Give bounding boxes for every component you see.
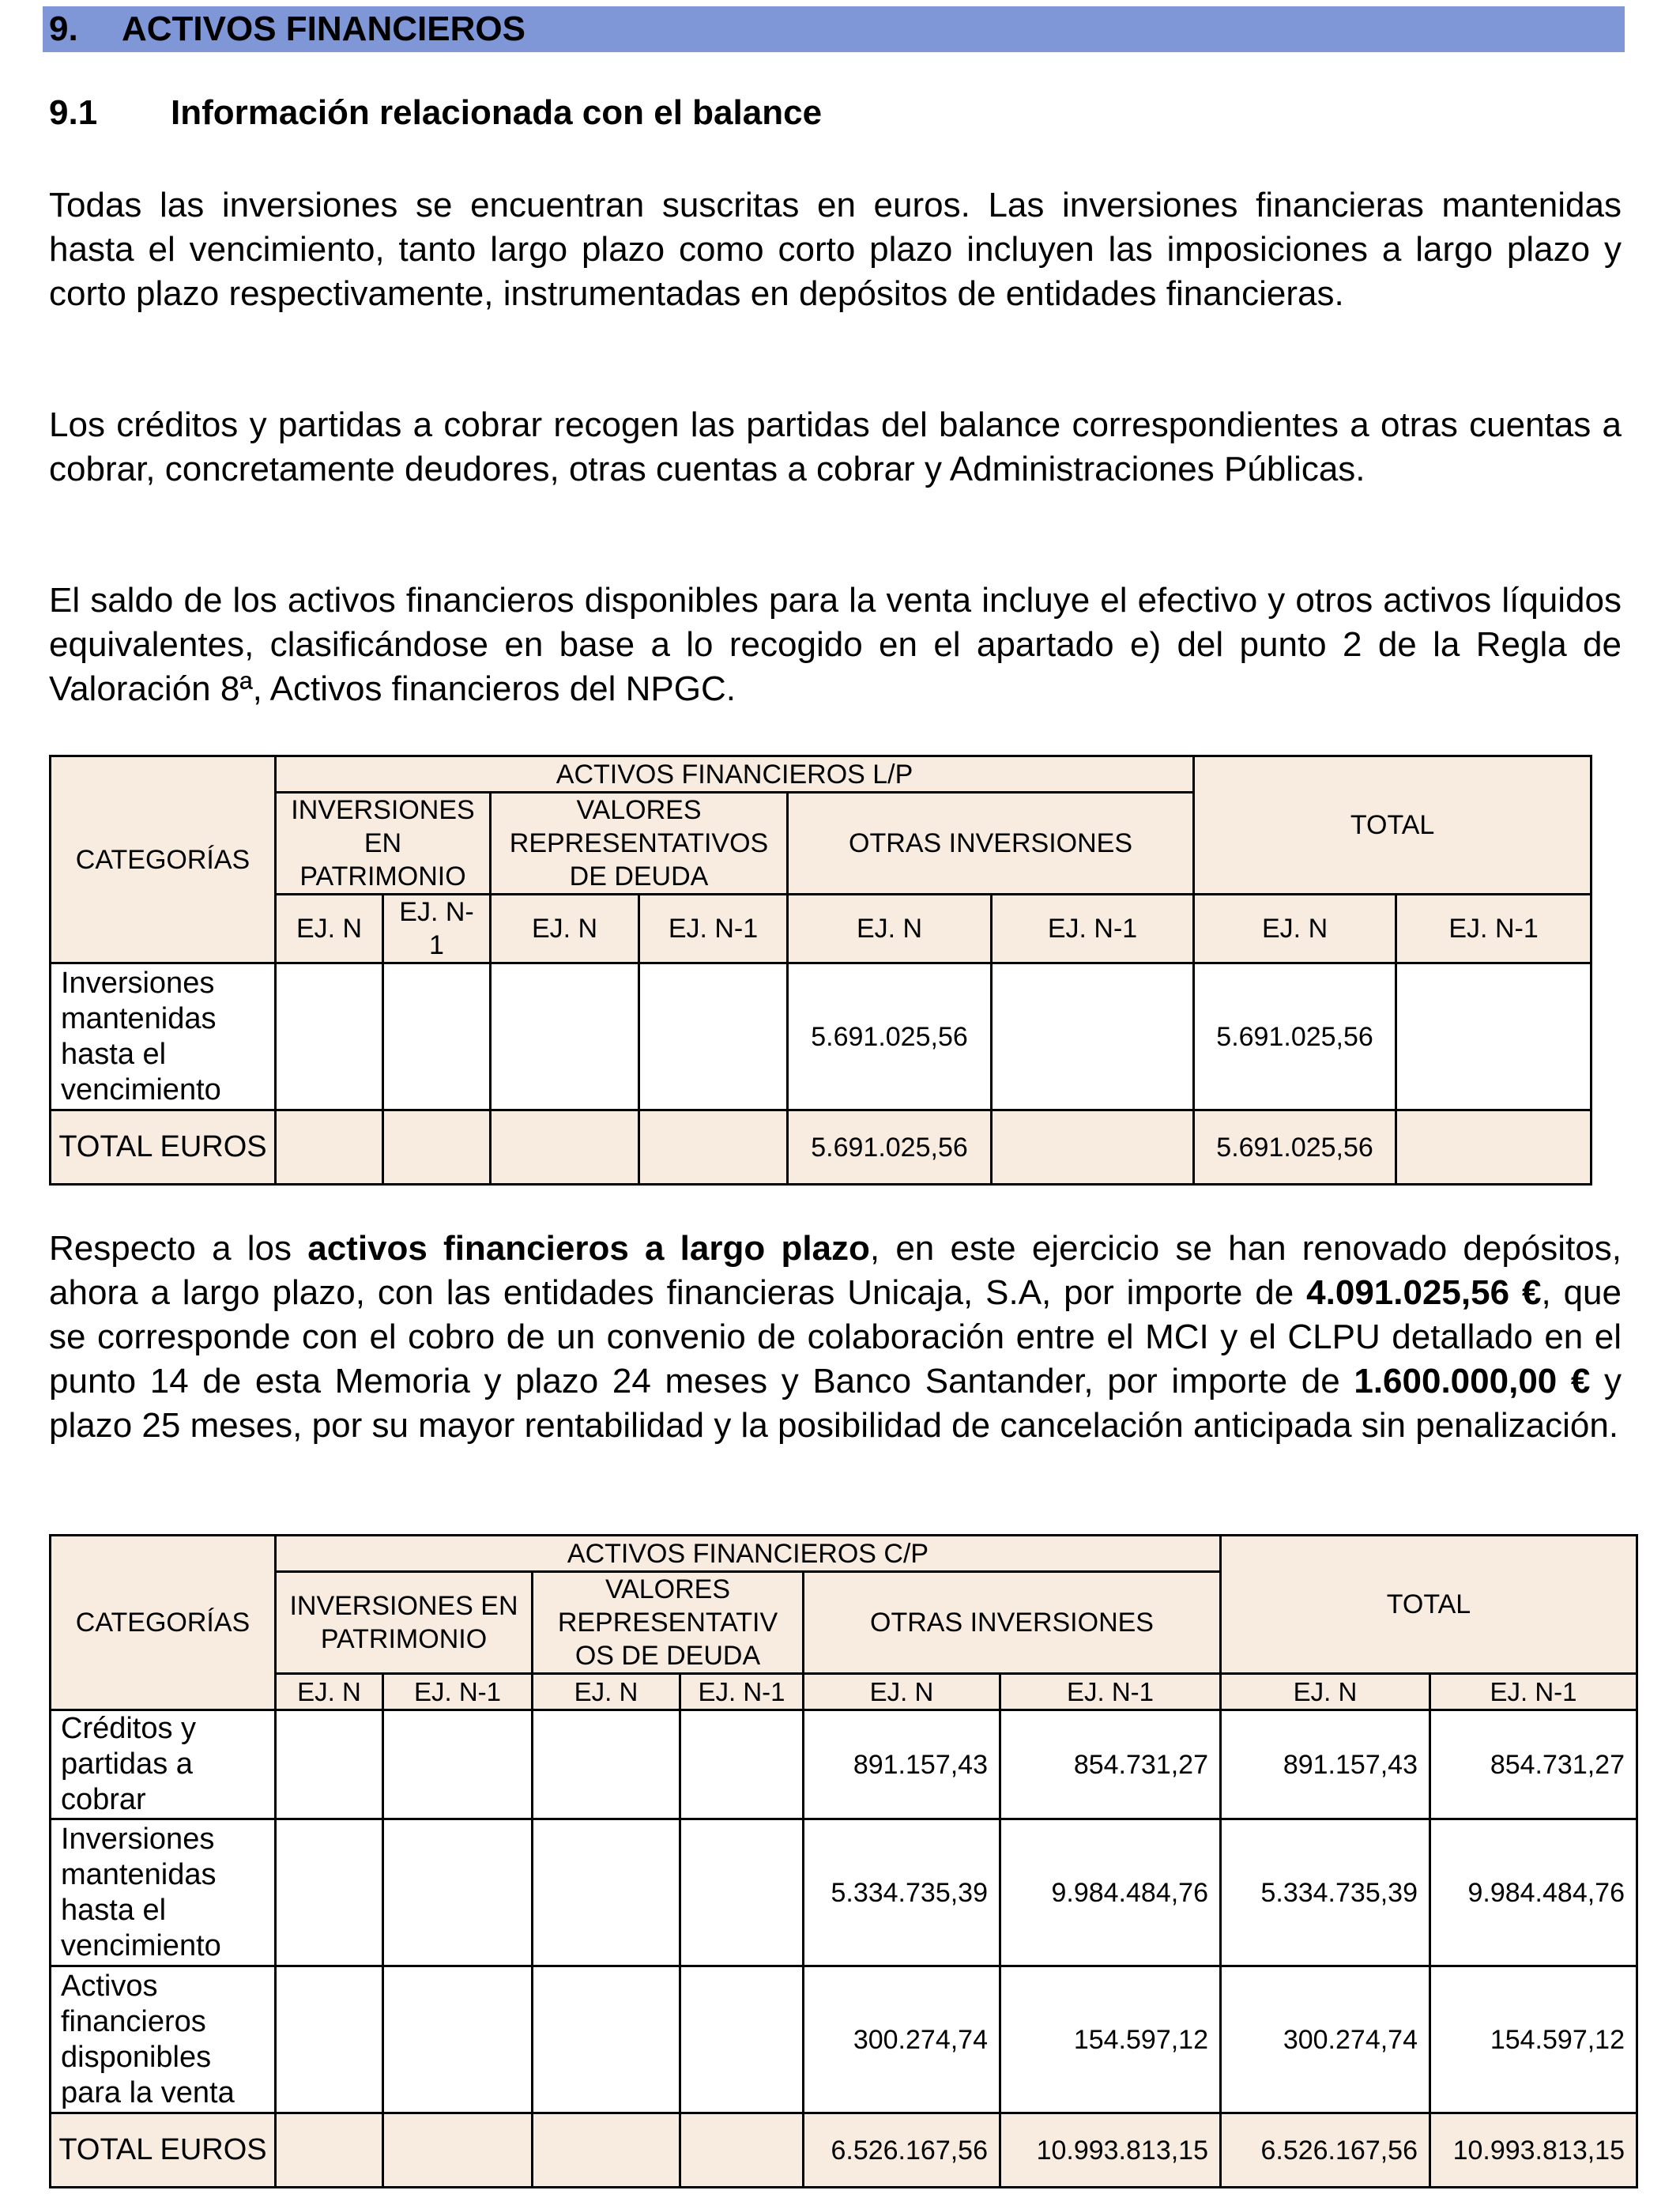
header-categorias: CATEGORÍAS [51,756,276,963]
cell-empty [383,1710,533,1819]
p4-text-1: Respecto a los [49,1229,308,1268]
cell-empty [1396,1110,1591,1185]
cell-total-n: 5.691.025,56 [1194,963,1396,1110]
cell-empty [276,1110,383,1185]
cell-empty [533,1966,680,2113]
row-label: Créditos y partidas a cobrar [51,1710,276,1819]
paragraph-largo-plazo [49,1227,1622,1448]
total-total-n1: 10.993.813,15 [1430,2113,1637,2188]
section-number: 9. [49,9,78,48]
cell-otras-n: 300.274,74 [804,1966,1000,2113]
header-categorias: CATEGORÍAS [51,1536,276,1710]
header-ej-n1: EJ. N-1 [383,1674,533,1710]
header-otras-inversiones: OTRAS INVERSIONES [804,1572,1221,1674]
header-ej-n: EJ. N [491,895,639,963]
table-activos-lp [49,755,1592,1186]
total-total-n: 5.691.025,56 [1194,1110,1396,1185]
table-row [51,1966,1637,2113]
cell-empty [383,1819,533,1966]
cell-empty [533,2113,680,2188]
header-valores-deuda: VALORES REPRESENTATIVOS DE DEUDA [491,793,788,895]
paragraph-creditos: Los créditos y partidas a cobrar recogen las partidas del balance correspondientes a otras cuentas a cobrar, concretamente deudores, otras cuentas a cobrar y Administraciones Públicas. [49,405,1622,488]
cell-empty [383,1966,533,2113]
header-otras-inversiones: OTRAS INVERSIONES [788,793,1194,895]
header-ej-n1: EJ. N- 1 [383,895,491,963]
cell-empty [276,1966,383,2113]
cell-empty [680,1819,804,1966]
header-valores-deuda: VALORES REPRESENTATIV OS DE DEUDA [533,1572,804,1674]
total-label: TOTAL EUROS [51,2113,276,2188]
p4-bold-3: 1.600.000,00 € [1354,1362,1591,1400]
p4-text-3: , que se corresponde con el cobro de un convenio de colaboración entre el MCI y el CLPU detallado en el punto 14 de esta Memoria y plazo 24 meses y Banco Santander, por importe de [49,1273,1622,1400]
header-ej-n1: EJ. N-1 [1396,895,1591,963]
cell-empty [276,2113,383,2188]
cell-empty [680,1966,804,2113]
cell-otras-n: 891.157,43 [804,1710,1000,1819]
cell-empty [533,1710,680,1819]
cell-empty [276,963,383,1110]
cell-empty [680,2113,804,2188]
total-otras-n1: 10.993.813,15 [1000,2113,1221,2188]
table-row [51,963,1591,1110]
total-otras-n: 5.691.025,56 [788,1110,992,1185]
section-heading-bar [43,6,1625,52]
table-row [51,1710,1637,1819]
cell-empty [276,1710,383,1819]
cell-empty [383,963,491,1110]
cell-total-n1: 154.597,12 [1430,1966,1637,2113]
p4-text-4: y plazo 25 meses, por su mayor rentabilidad y la posibilidad de cancelación anticipada sin penalización. [49,1362,1622,1445]
subsection-number: 9.1 [49,93,98,132]
p4-bold-1: activos financieros a largo plazo [307,1229,870,1268]
header-ej-n: EJ. N [276,895,383,963]
total-otras-n: 6.526.167,56 [804,2113,1000,2188]
row-label: Inversiones mantenidas hasta el vencimiento [51,1819,276,1966]
table-row-total [51,2113,1637,2188]
cell-empty [992,1110,1194,1185]
cell-otras-n1: 854.731,27 [1000,1710,1221,1819]
cell-empty [276,1819,383,1966]
cell-empty [491,963,639,1110]
cell-empty [383,1110,491,1185]
header-ej-n: EJ. N [276,1674,383,1710]
table-row [51,1819,1637,1966]
subsection-title: Información relacionada con el balance [171,93,823,132]
cell-empty [992,963,1194,1110]
row-label: Inversiones mantenidas hasta el vencimiento [51,963,276,1110]
header-ej-n: EJ. N [804,1674,1000,1710]
header-total: TOTAL [1221,1536,1637,1674]
cell-empty [1396,963,1591,1110]
cell-otras-n: 5.334.735,39 [804,1819,1000,1966]
header-total: TOTAL [1194,756,1591,895]
p4-bold-2: 4.091.025,56 € [1306,1273,1542,1312]
cell-empty [491,1110,639,1185]
cell-otras-n: 5.691.025,56 [788,963,992,1110]
header-inversiones-patrimonio: INVERSIONES EN PATRIMONIO [276,1572,533,1674]
header-ej-n1: EJ. N-1 [1430,1674,1637,1710]
table-activos-cp [49,1534,1638,2188]
header-inversiones-patrimonio: INVERSIONES EN PATRIMONIO [276,793,491,895]
header-ej-n: EJ. N [788,895,992,963]
cell-otras-n1: 154.597,12 [1000,1966,1221,2113]
cell-otras-n1: 9.984.484,76 [1000,1819,1221,1966]
header-ej-n1: EJ. N-1 [992,895,1194,963]
cell-total-n1: 9.984.484,76 [1430,1819,1637,1966]
header-group-lp: ACTIVOS FINANCIEROS L/P [276,756,1194,793]
p4-text-2: , en este ejercicio se han renovado depósitos, ahora a largo plazo, con las entidades financieras Unicaja, S.A, por importe de [49,1229,1622,1312]
header-ej-n1: EJ. N-1 [1000,1674,1221,1710]
total-total-n: 6.526.167,56 [1221,2113,1430,2188]
header-ej-n: EJ. N [533,1674,680,1710]
cell-empty [383,2113,533,2188]
section-title: ACTIVOS FINANCIEROS [122,9,525,48]
cell-empty [533,1819,680,1966]
cell-total-n: 300.274,74 [1221,1966,1430,2113]
paragraph-inversiones-euros: Todas las inversiones se encuentran suscritas en euros. Las inversiones financieras mantenidas hasta el vencimiento, tanto largo plazo como corto plazo incluyen las imposiciones a largo plazo y corto plazo respectivamente, instrumentadas en depósitos de entidades financieras. [49,186,1622,313]
total-label: TOTAL EUROS [51,1110,276,1185]
header-group-cp: ACTIVOS FINANCIEROS C/P [276,1536,1221,1572]
header-ej-n: EJ. N [1194,895,1396,963]
header-ej-n1: EJ. N-1 [680,1674,804,1710]
cell-empty [680,1710,804,1819]
header-ej-n1: EJ. N-1 [639,895,788,963]
header-ej-n: EJ. N [1221,1674,1430,1710]
table-row-total [51,1110,1591,1185]
cell-total-n: 5.334.735,39 [1221,1819,1430,1966]
cell-total-n: 891.157,43 [1221,1710,1430,1819]
cell-total-n1: 854.731,27 [1430,1710,1637,1819]
cell-empty [639,963,788,1110]
cell-empty [639,1110,788,1185]
paragraph-disponibles-venta: El saldo de los activos financieros disponibles para la venta incluye el efectivo y otros activos líquidos equivalentes, clasificándose en base a lo recogido en el apartado e) del punto 2 de la Regla de Valoración 8ª, Activos financieros del NPGC. [49,581,1622,708]
row-label: Activos financieros disponibles para la venta [51,1966,276,2113]
